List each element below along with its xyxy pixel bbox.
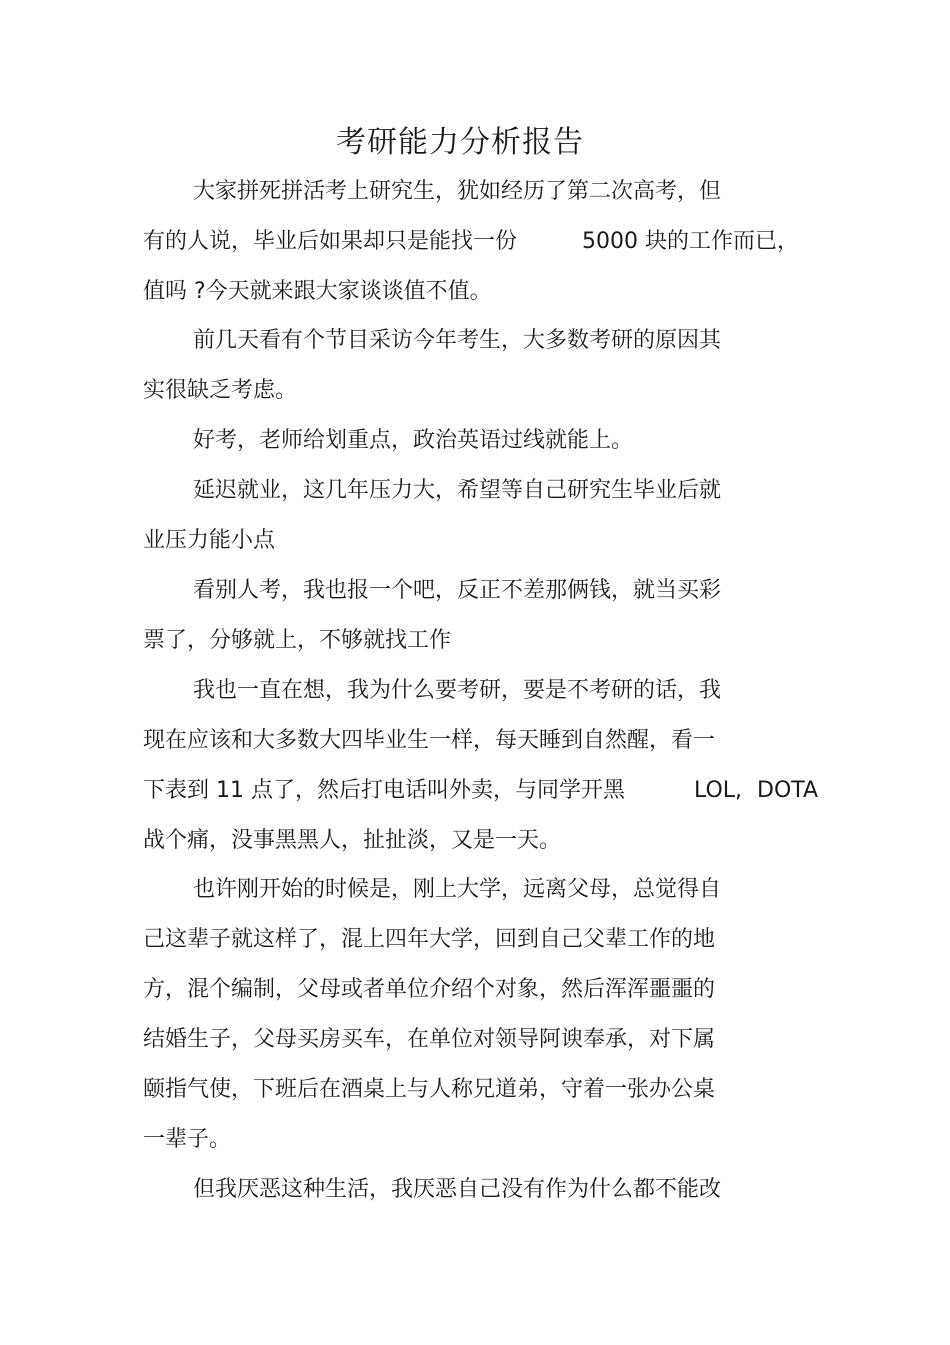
paragraph-7-line-6: 一辈子。 xyxy=(143,1127,232,1152)
paragraph-2-line-1: 前几天看有个节目采访今年考生，大多数考研的原因其 xyxy=(193,328,722,353)
paragraph-4-line-1: 延迟就业，这几年压力大，希望等自己研究生毕业后就 xyxy=(193,478,722,503)
paragraph-8-line-1: 但我厌恶这种生活，我厌恶自己没有作为什么都不能改 xyxy=(193,1177,722,1202)
paragraph-7-line-1: 也许刚开始的时候是，刚上大学，远离父母，总觉得自 xyxy=(193,877,722,902)
paragraph-7-line-3: 方，混个编制，父母或者单位介绍个对象，然后浑浑噩噩的 xyxy=(143,977,716,1002)
paragraph-6-line-3-dota: DOTA xyxy=(757,778,819,803)
paragraph-1-line-3: 值吗 ?今天就来跟大家谈谈值不值。 xyxy=(143,279,492,304)
paragraph-4-line-2: 业压力能小点 xyxy=(143,528,276,553)
paragraph-1-line-2-tail: 5000 块的工作而已， xyxy=(582,229,799,254)
paragraph-1-line-1: 大家拼死拼活考上研究生，犹如经历了第二次高考，但 xyxy=(193,179,722,204)
paragraph-3-line-1: 好考，老师给划重点，政治英语过线就能上。 xyxy=(193,428,634,453)
paragraph-7-line-2: 己这辈子就这样了，混上四年大学，回到自己父辈工作的地 xyxy=(143,927,716,952)
paragraph-6-line-2: 现在应该和大多数大四毕业生一样，每天睡到自然醒，看一 xyxy=(143,728,716,753)
paragraph-7-line-5: 颐指气使，下班后在酒桌上与人称兄道弟，守着一张办公桌 xyxy=(143,1077,716,1102)
document-title: 考研能力分析报告 xyxy=(336,125,584,160)
paragraph-5-line-2: 票了，分够就上，不够就找工作 xyxy=(143,628,452,653)
paragraph-1-line-2: 有的人说，毕业后如果却只是能找一份 xyxy=(143,229,518,254)
paragraph-6-line-3: 下表到 11 点了，然后打电话叫外卖，与同学开黑 xyxy=(143,778,625,803)
paragraph-2-line-2: 实很缺乏考虑。 xyxy=(143,378,298,403)
paragraph-6-line-3-lol: LOL, xyxy=(694,778,743,803)
paragraph-5-line-1: 看别人考，我也报一个吧，反正不差那俩钱，就当买彩 xyxy=(193,578,722,603)
paragraph-6-line-4: 战个痛，没事黑黑人，扯扯淡，又是一天。 xyxy=(143,828,562,853)
paragraph-7-line-4: 结婚生子，父母买房买车，在单位对领导阿谀奉承，对下属 xyxy=(143,1027,716,1052)
paragraph-6-line-1: 我也一直在想，我为什么要考研，要是不考研的话，我 xyxy=(193,678,722,703)
